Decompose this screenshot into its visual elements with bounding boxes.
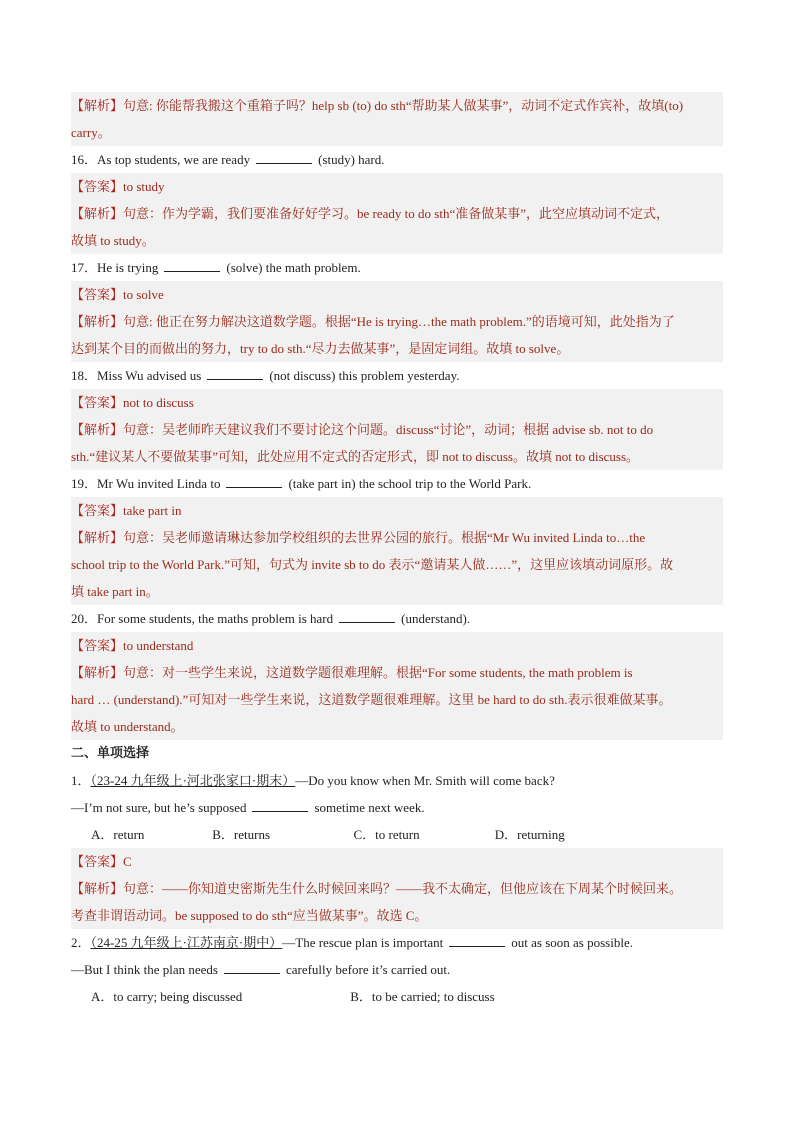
analysis-line: school trip to the World Park.”可知，句式为 invite sb to do 表示“邀请某人做……”，这里应该填动词原形。故 xyxy=(71,557,674,572)
analysis-line: 【解析】句意：对一些学生来说，这道数学题很难理解。根据“For some students, the math problem is xyxy=(71,665,633,680)
options-row xyxy=(71,821,723,848)
analysis-line: 【解析】句意：吴老师邀请琳达参加学校组织的去世界公园的旅行。根据“Mr Wu invited Linda to…the xyxy=(71,530,646,545)
answer-tag: 【答案】 xyxy=(71,395,124,410)
analysis-line: carry。 xyxy=(71,125,111,140)
answer-blank xyxy=(207,367,263,380)
answer-block-19 xyxy=(71,497,723,605)
option-d: D．returning xyxy=(494,827,565,842)
mc-question-2-line2: —But I think the plan needs carefully before it’s carried out. xyxy=(71,962,451,977)
answer-tag: 【答案】 xyxy=(71,638,124,653)
analysis-line: 故填 to understand。 xyxy=(71,719,184,734)
answer-blank xyxy=(226,475,282,488)
answer-tag: 【答案】 xyxy=(71,503,124,518)
analysis-tag: 【解析】 xyxy=(71,665,124,680)
answer-block-17 xyxy=(71,281,723,362)
answer-line: 【答案】not to discuss xyxy=(71,395,194,410)
analysis-line: 考查非谓语动词。be supposed to do sth“应当做某事”。故选 C。 xyxy=(71,908,428,923)
analysis-block-top xyxy=(71,92,723,146)
mc-question-1-line2: —I’m not sure, but he’s supposed sometime next week. xyxy=(71,800,425,815)
answer-line: 【答案】to solve xyxy=(71,287,164,302)
analysis-line: 【解析】句意: 你能帮我搬这个重箱子吗？help sb (to) do sth“帮助某人做某事”，动词不定式作宾补，故填(to) xyxy=(71,98,684,113)
analysis-tag: 【解析】 xyxy=(71,530,124,545)
answer-line: 【答案】to understand xyxy=(71,638,194,653)
answer-line: 【答案】to study xyxy=(71,179,165,194)
answer-tag: 【答案】 xyxy=(71,854,124,869)
section-title: 二、单项选择 xyxy=(71,746,150,761)
analysis-tag: 【解析】 xyxy=(71,206,124,221)
answer-block-16 xyxy=(71,173,723,254)
option-a: A．to carry; being discussed xyxy=(91,989,243,1004)
question-20: 20．For some students, the maths problem is hard (understand). xyxy=(71,611,471,626)
question-18: 18．Miss Wu advised us (not discuss) this problem yesterday. xyxy=(71,368,460,383)
analysis-line: 【解析】句意: 他正在努力解决这道数学题。根据“He is trying…the math problem.”的语境可知，此处指为了 xyxy=(71,314,675,329)
analysis-line: hard … (understand).”可知对一些学生来说，这道数学题很难理解。这里 be hard to do sth.表示很难做某事。 xyxy=(71,692,672,707)
options-row xyxy=(71,983,723,1010)
document-page xyxy=(71,92,723,1010)
answer-tag: 【答案】 xyxy=(71,179,124,194)
mc-question-1: 1．（23-24 九年级上·河北张家口·期末）—Do you know when Mr. Smith will come back? xyxy=(71,773,555,788)
question-19: 19．Mr Wu invited Linda to (take part in) the school trip to the World Park. xyxy=(71,476,532,491)
analysis-tag: 【解析】 xyxy=(71,422,124,437)
analysis-line: 故填 to study。 xyxy=(71,233,155,248)
answer-tag: 【答案】 xyxy=(71,287,124,302)
answer-line: 【答案】C xyxy=(71,854,132,869)
analysis-tag: 【解析】 xyxy=(71,881,124,896)
answer-blank xyxy=(256,151,312,164)
analysis-line: 【解析】句意：作为学霸，我们要准备好好学习。be ready to do sth“准备做某事”，此空应填动词不定式， xyxy=(71,206,669,221)
analysis-line: sth.“建议某人不要做某事”可知，此处应用不定式的否定形式，即 not to discuss。故填 not to discuss。 xyxy=(71,449,640,464)
option-c: C．to return xyxy=(353,827,420,842)
option-a: A．return xyxy=(91,827,145,842)
analysis-line: 【解析】句意：——你知道史密斯先生什么时候回来吗？——我不太确定，但他应该在下周某个时候回来。 xyxy=(71,881,683,896)
answer-blank xyxy=(449,934,505,947)
answer-blank xyxy=(224,961,280,974)
answer-blank xyxy=(252,799,308,812)
answer-blank xyxy=(164,259,220,272)
option-b: B．returns xyxy=(212,827,271,842)
question-source: （23-24 九年级上·河北张家口·期末） xyxy=(90,773,296,788)
answer-line: 【答案】take part in xyxy=(71,503,182,518)
option-b: B．to be carried; to discuss xyxy=(350,989,495,1004)
question-16: 16．As top students, we are ready (study) hard. xyxy=(71,152,385,167)
question-17: 17．He is trying (solve) the math problem. xyxy=(71,260,361,275)
analysis-line: 【解析】句意：吴老师昨天建议我们不要讨论这个问题。discuss“讨论”，动词；根据 advise sb. not to do xyxy=(71,422,654,437)
analysis-tag: 【解析】 xyxy=(71,314,124,329)
analysis-line: 达到某个目的而做出的努力，try to do sth.“尽力去做某事”，是固定词组。故填 to solve。 xyxy=(71,341,570,356)
question-source: （24-25 九年级上·江苏南京·期中） xyxy=(90,935,283,950)
answer-block-20 xyxy=(71,632,723,740)
mc-question-2: 2．（24-25 九年级上·江苏南京·期中）—The rescue plan is important out as soon as possible. xyxy=(71,935,633,950)
answer-block-18 xyxy=(71,389,723,470)
answer-blank xyxy=(339,610,395,623)
answer-block-mc1 xyxy=(71,848,723,929)
analysis-line: 填 take part in。 xyxy=(71,584,159,599)
analysis-tag: 【解析】 xyxy=(71,98,124,113)
